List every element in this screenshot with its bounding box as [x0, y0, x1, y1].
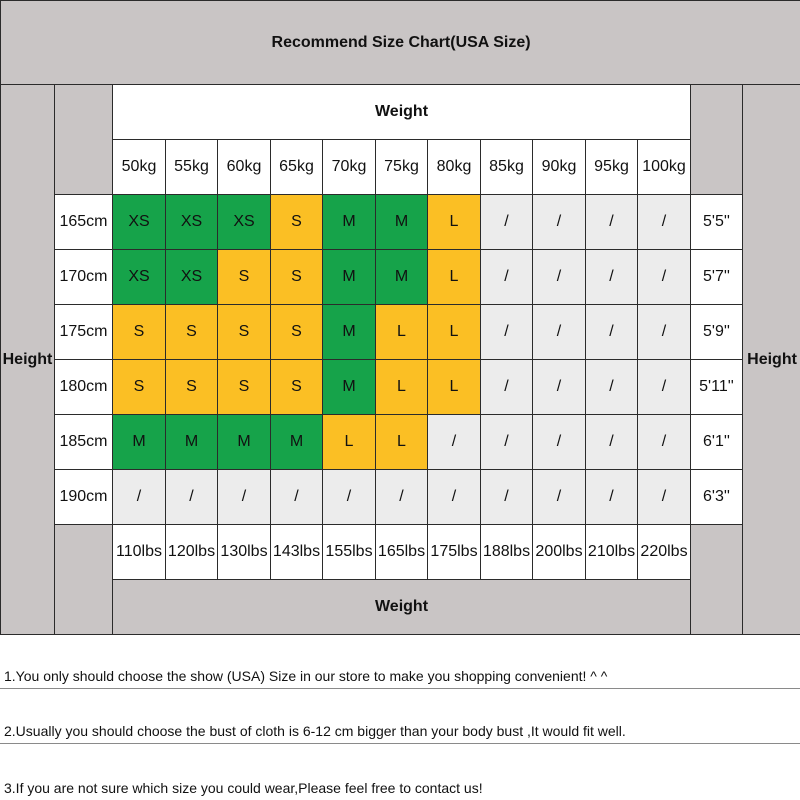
size-cell: S — [271, 360, 323, 415]
weight-lbs-label: 110lbs — [113, 525, 166, 580]
size-cell: / — [271, 470, 323, 525]
size-cell: / — [533, 195, 586, 250]
note-3-text: 3.If you are not sure which size you could wear,Please feel free to contact us! — [4, 780, 483, 796]
size-cell: / — [218, 470, 271, 525]
size-cell: / — [481, 250, 533, 305]
size-cell: S — [166, 305, 218, 360]
weight-lbs-label: 155lbs — [323, 525, 376, 580]
size-cell: L — [376, 360, 428, 415]
height-cm-label: 170cm — [55, 250, 113, 305]
height-ft-label: 5'5'' — [691, 195, 743, 250]
size-cell: S — [218, 360, 271, 415]
size-cell: L — [376, 415, 428, 470]
size-cell: M — [323, 195, 376, 250]
size-cell: / — [638, 415, 691, 470]
note-3 — [0, 744, 800, 800]
weight-kg-header: 50kg — [113, 140, 166, 195]
size-cell: S — [113, 305, 166, 360]
weight-kg-header: 90kg — [533, 140, 586, 195]
size-cell: S — [166, 360, 218, 415]
size-cell: S — [218, 250, 271, 305]
height-label-right — [743, 85, 800, 635]
size-cell: L — [428, 250, 481, 305]
weight-kg-header: 75kg — [376, 140, 428, 195]
note-1 — [0, 634, 800, 689]
size-cell: / — [428, 415, 481, 470]
size-cell: / — [481, 415, 533, 470]
weight-lbs-label: 220lbs — [638, 525, 691, 580]
weight-lbs-label: 120lbs — [166, 525, 218, 580]
size-row — [1, 470, 800, 525]
weight-lbs-label: 210lbs — [586, 525, 638, 580]
weight-kg-header: 80kg — [428, 140, 481, 195]
size-cell: M — [376, 250, 428, 305]
height-ft-label: 5'11'' — [691, 360, 743, 415]
corner-top-right — [691, 85, 743, 195]
size-cell: / — [586, 470, 638, 525]
note-2 — [0, 689, 800, 744]
size-cell: / — [638, 470, 691, 525]
size-cell: L — [376, 305, 428, 360]
size-cell: / — [533, 250, 586, 305]
weight-lbs-label: 130lbs — [218, 525, 271, 580]
size-cell: M — [376, 195, 428, 250]
note-1-text: 1.You only should choose the show (USA) Size in our store to make you shopping convenient! ^ ^ — [4, 668, 608, 684]
weight-kg-header: 55kg — [166, 140, 218, 195]
size-cell: M — [166, 415, 218, 470]
size-cell: / — [166, 470, 218, 525]
size-cell: / — [113, 470, 166, 525]
weight-kg-header: 95kg — [586, 140, 638, 195]
size-cell: M — [323, 360, 376, 415]
weight-lbs-label: 175lbs — [428, 525, 481, 580]
size-cell: S — [271, 195, 323, 250]
size-cell: / — [638, 360, 691, 415]
height-ft-label: 5'7'' — [691, 250, 743, 305]
weight-label-bottom: Weight — [113, 580, 691, 635]
size-cell: / — [481, 195, 533, 250]
size-cell: XS — [166, 250, 218, 305]
weight-lbs-label: 188lbs — [481, 525, 533, 580]
size-cell: / — [586, 250, 638, 305]
weight-kg-header: 70kg — [323, 140, 376, 195]
size-cell: XS — [113, 250, 166, 305]
size-cell: XS — [166, 195, 218, 250]
corner-top-left — [55, 85, 113, 195]
size-cell: / — [638, 305, 691, 360]
weight-kg-header: 60kg — [218, 140, 271, 195]
size-cell: L — [428, 305, 481, 360]
size-cell: / — [533, 470, 586, 525]
size-row — [1, 360, 800, 415]
size-cell: / — [428, 470, 481, 525]
size-cell: / — [586, 415, 638, 470]
size-cell: S — [271, 250, 323, 305]
size-cell: / — [586, 360, 638, 415]
height-ft-label: 5'9'' — [691, 305, 743, 360]
size-row — [1, 195, 800, 250]
weight-kg-header: 65kg — [271, 140, 323, 195]
size-cell: / — [533, 360, 586, 415]
size-cell: / — [533, 305, 586, 360]
note-2-text: 2.Usually you should choose the bust of cloth is 6-12 cm bigger than your body bust ,It would fit well. — [4, 723, 626, 739]
weight-kg-header: 100kg — [638, 140, 691, 195]
height-cm-label: 190cm — [55, 470, 113, 525]
weight-lbs-label: 143lbs — [271, 525, 323, 580]
size-cell: L — [323, 415, 376, 470]
height-cm-label: 185cm — [55, 415, 113, 470]
size-row — [1, 415, 800, 470]
height-label-left — [1, 85, 55, 635]
size-row — [1, 305, 800, 360]
size-cell: / — [586, 195, 638, 250]
size-cell: XS — [218, 195, 271, 250]
weight-lbs-label: 165lbs — [376, 525, 428, 580]
size-cell: M — [218, 415, 271, 470]
height-label-right-text: Height — [747, 350, 797, 368]
height-cm-label: 175cm — [55, 305, 113, 360]
weight-lbs-label: 200lbs — [533, 525, 586, 580]
weight-label-top: Weight — [113, 85, 691, 140]
size-cell: M — [323, 305, 376, 360]
chart-title: Recommend Size Chart(USA Size) — [1, 1, 800, 85]
size-cell: XS — [113, 195, 166, 250]
size-cell: / — [323, 470, 376, 525]
height-cm-label: 180cm — [55, 360, 113, 415]
size-cell: / — [376, 470, 428, 525]
size-cell: L — [428, 360, 481, 415]
size-cell: M — [323, 250, 376, 305]
height-ft-label: 6'3'' — [691, 470, 743, 525]
corner-bottom-right — [691, 525, 743, 635]
height-label-left-text: Height — [2, 350, 53, 368]
size-cell: / — [481, 360, 533, 415]
size-cell: / — [586, 305, 638, 360]
size-cell: / — [481, 305, 533, 360]
size-cell: L — [428, 195, 481, 250]
size-cell: / — [533, 415, 586, 470]
notes-section — [0, 634, 800, 800]
size-cell: / — [638, 250, 691, 305]
height-ft-label: 6'1'' — [691, 415, 743, 470]
height-cm-label: 165cm — [55, 195, 113, 250]
weight-kg-header: 85kg — [481, 140, 533, 195]
size-row — [1, 250, 800, 305]
size-cell: S — [271, 305, 323, 360]
size-cell: M — [113, 415, 166, 470]
corner-bottom-left — [55, 525, 113, 635]
size-cell: M — [271, 415, 323, 470]
size-cell: / — [481, 470, 533, 525]
size-cell: / — [638, 195, 691, 250]
size-cell: S — [218, 305, 271, 360]
size-cell: S — [113, 360, 166, 415]
